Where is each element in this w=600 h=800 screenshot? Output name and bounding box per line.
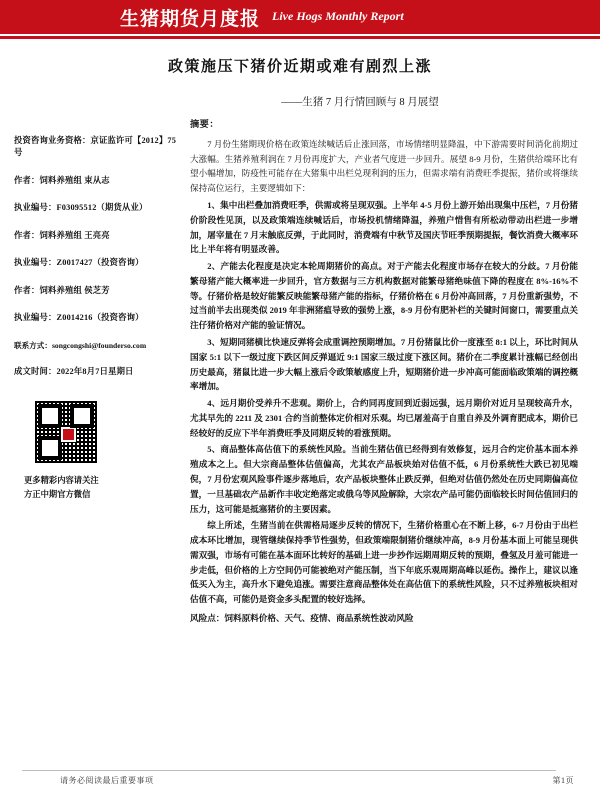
sidebar-metadata bbox=[0, 117, 186, 634]
paragraph-point-4: 4、远月期价受养升不悲观。期价上，合约同再度回到近弱远强，远月期价对近月呈现较高升水，尤其早先的 2211 及 2301 合约当前整体定价相对乐观。均已屠羞高于自重自养及外调育肥成本，期价已经较好的反应下半年消费旺季及同期反转的看涨预期。 bbox=[190, 398, 578, 438]
license-entry-2: 执业编号：Z0017427（投资咨询） bbox=[14, 258, 144, 268]
qr-block bbox=[14, 400, 180, 464]
footer-page-number: 第1页 bbox=[552, 776, 574, 785]
qr-caption-line-2: 方正中期官方微信 bbox=[24, 490, 91, 500]
paragraph-point-5: 5、商品整体高估值下的系统性风险。当前生猪估值已经得到有效修复，远月合约定价基本面本养殖成本之上。但大宗商品整体估值偏高，尤其农产品板块始对估值不低，6 月份系统性大跌已初见端倪，7 月份宏观风险事件逐步落地后，农产品板块整体止跌反弹，但绝对估值仍然处在历史同期偏高位置，一旦基础农产品新作丰收定绝落定或俄乌等风险解除，大宗农产品可能仍面临较长时间估值回归的压力，这可能是抵塞猪价的主要因素。 bbox=[190, 444, 578, 514]
page-title: 政策施压下猪价近期或难有剧烈上涨 bbox=[167, 59, 432, 75]
contact-email-line: 联系方式：songcongshi@founderso.com bbox=[14, 340, 147, 350]
qr-caption-line-1: 更多精彩内容请关注 bbox=[24, 476, 99, 486]
license-entry-3: 执业编号：Z0014216（投资咨询） bbox=[14, 313, 144, 323]
license-line: 投资咨询业务资格：京证监许可【2012】75号 bbox=[14, 136, 177, 158]
report-banner bbox=[0, 0, 600, 34]
qr-caption bbox=[24, 474, 180, 502]
license-entry-1: 执业编号：F03095512（期货从业） bbox=[14, 203, 148, 213]
banner-title-cn: 生猪期货月度报 bbox=[120, 8, 261, 30]
body-columns bbox=[0, 117, 600, 634]
paragraph-point-3: 3、短期同猪横比快速反弹将会成重调控预期增加。7 月份猪鼠比价一度涨至 8:1 以上，环比时间从国家 5:1 以下一级过度下跌区间反弹逼近 9:1 国家三级过度下涨区间。猪价在二季度累计涨幅已经创出历史最高，猪鼠比进一步大幅上涨后令政策敏感度上升，短期猪价进一步冲高可能面临政策端的调控概率增加。 bbox=[190, 336, 578, 392]
title-block bbox=[0, 55, 600, 109]
qr-logo bbox=[61, 427, 76, 442]
page-subtitle: ——生猪 7 月行情回顾与 8 月展望 bbox=[281, 97, 439, 108]
footer-disclaimer: 请务必阅读最后重要事项 bbox=[60, 776, 154, 785]
paragraph-point-1: 1、集中出栏叠加消费旺季，供需或将呈现双强。上半年 4-5 月份上游开始出现集中压栏，7 月份猪价阶段性见顶，以及政策端连续喊话后，市场投机情绪降温，养殖户惜售有所松动带动出栏进一步增加，屠宰量在 7 月末触底反弹，于此同时，消费端有中秋节及国庆节旺季预期提振，餐饮消费大概率环比上半年将有明显改善。 bbox=[190, 199, 578, 255]
article-body bbox=[186, 117, 600, 634]
paragraph-intro: 7 月份生猪期现价格在政策连续喊话后止涨回落，市场情绪明显降温，中下游需要时间消化前期过大涨幅。生猪养殖利润在 7 月份再度扩大，产业者气度进一步回升。展望 8-9 月份，生猪供给端环比有望小幅增加，防疫性可能存在大猪集中出栏兑现利润的压力，但需求端有消费旺季提振，猪价或将继续保持高位运行，主要逻辑如下： bbox=[190, 138, 578, 194]
banner-rule bbox=[0, 36, 600, 39]
author-entry-2: 作者：饲料养殖组 王亮亮 bbox=[14, 230, 110, 240]
qr-finder-bottom-left bbox=[38, 436, 62, 460]
paragraph-point-2: 2、产能去化程度是决定本轮周期猪价的高点。对于产能去化程度市场存在较大的分歧。7 月份能繁母猪产能大概率进一步回升，官方数据与三方机构数据对能繁母猪绝味值下降的程度在 8%-16%不等。仔猪价格是较好能繁反映能繁母猪产能的指标，仔猪价格在 6 月份冲高回落，7 月份重新强势，不过当前半去出现类似 2019 年非洲猪瘟导致的强势上涨，8-9 月份有肥补栏的关键时间窗口，需要重点关注仔猪价格对产能的验证情况。 bbox=[190, 261, 578, 331]
banner-title-en: Live Hogs Monthly Report bbox=[272, 9, 404, 23]
finish-time-line: 成文时间：2022年8月7日星期日 bbox=[14, 366, 134, 376]
footer-divider bbox=[22, 770, 556, 771]
risk-note: 风险点：饲料原料价格、天气、疫情、商品系统性波动风险 bbox=[190, 613, 414, 624]
qr-code-icon bbox=[34, 400, 98, 464]
author-entry-3: 作者：饲料养殖组 侯芝芳 bbox=[14, 285, 110, 295]
paragraph-conclusion: 综上所述，生猪当前在供需格局逐步反转的情况下，生猪价格重心在不断上移，6-7 月份由于出栏成本环比增加，现管继续保持季节性强势，但政策端限制猪价继续冲高，8-9 月份基本面上可能呈现供需双强，市场有可能在基本面环比转好的基础上进一步抄作远期周期反转的预期，叠氢及月羞可能进一步走低，但价格的上方空间仍可能被绝对产能压制，当下年底乐观周期高峰以延伤。操作上，建议以逢低买入为主，高升水下避免追涨。需要注意商品整体处在高估值下的系统性风险，只不过养殖板块相对估值不高，可能仍是资金多头配置的较好选择。 bbox=[190, 520, 578, 605]
abstract-label: 摘要： bbox=[190, 119, 220, 129]
author-entry-1: 作者：饲料养殖组 束从志 bbox=[14, 175, 110, 185]
page-footer bbox=[0, 770, 600, 786]
